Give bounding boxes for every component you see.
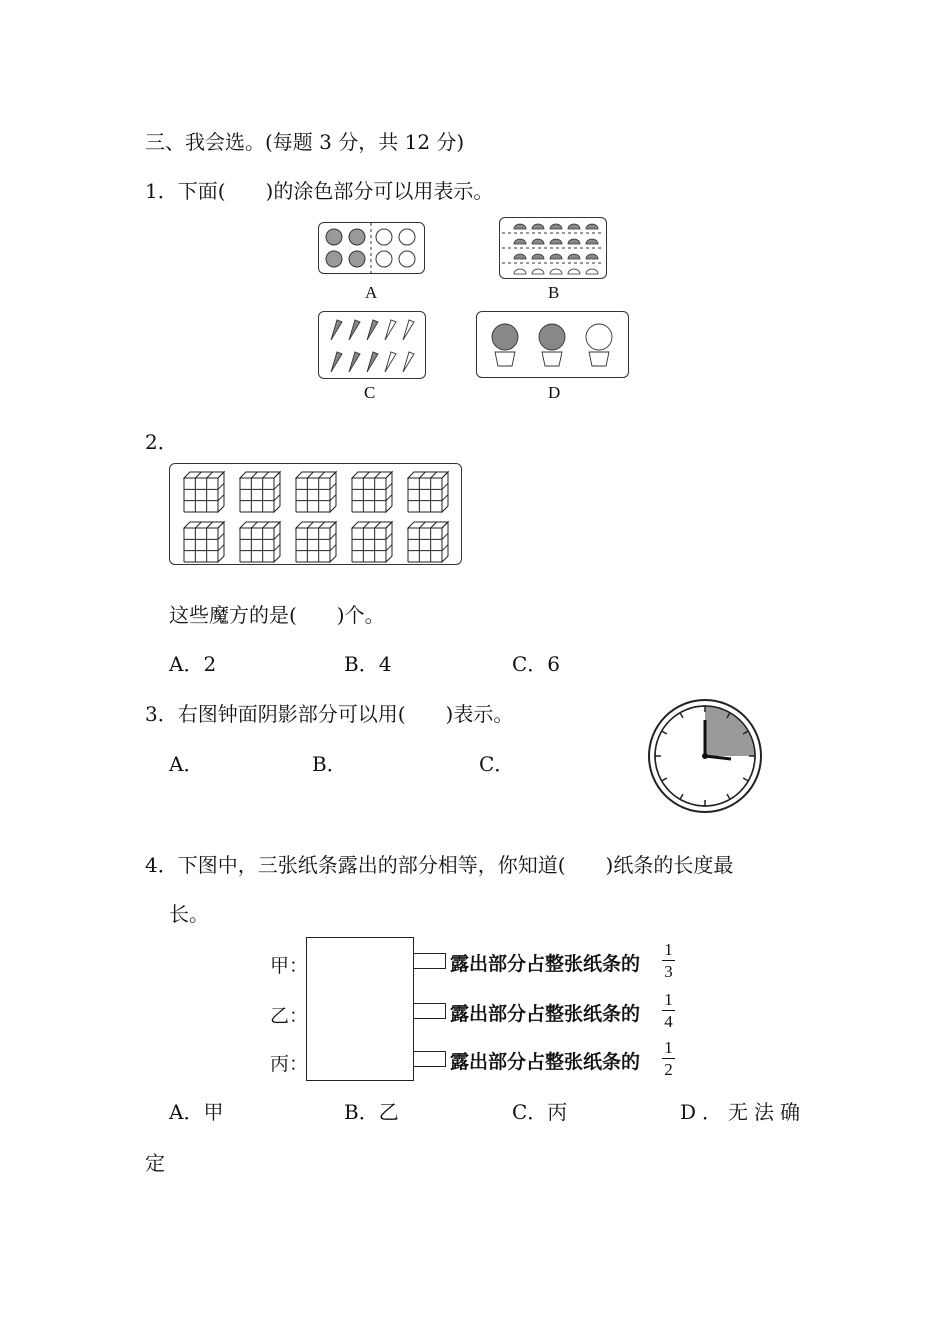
fraction-yi bbox=[662, 991, 675, 1030]
cube-stroke bbox=[352, 472, 392, 478]
q1-figure-c bbox=[318, 311, 426, 379]
fraction-bing bbox=[662, 1039, 675, 1078]
q1-label-b: B bbox=[548, 283, 560, 302]
cube-stroke bbox=[419, 472, 425, 478]
fraction-jia-den: 3 bbox=[664, 962, 673, 981]
cube-stroke bbox=[307, 522, 313, 528]
cube-stroke bbox=[207, 472, 213, 478]
row-yi-name: 乙： bbox=[270, 1005, 309, 1027]
q3-option-b: B． bbox=[312, 752, 347, 776]
cube-stroke bbox=[251, 472, 257, 478]
cube-stroke bbox=[375, 522, 381, 528]
q1-figure-a bbox=[318, 222, 425, 274]
fraction-bing-num: 1 bbox=[664, 1038, 673, 1057]
cube-stroke bbox=[274, 533, 280, 539]
cube-stroke bbox=[296, 472, 336, 478]
cube-stroke bbox=[330, 522, 336, 562]
cube-stroke bbox=[386, 522, 392, 562]
carrots-figure bbox=[319, 312, 425, 378]
q4-option-c: C．丙 bbox=[512, 1100, 568, 1124]
cube-stroke bbox=[274, 472, 280, 512]
q1-stem: 1．下面( )的涂色部分可以用表示。 bbox=[145, 179, 494, 203]
strip-bing bbox=[413, 1051, 446, 1067]
cube-stroke bbox=[442, 495, 448, 501]
row-yi-text: 露出部分占整张纸条的 bbox=[450, 1003, 641, 1025]
cube-stroke bbox=[330, 533, 336, 539]
cube-stroke bbox=[263, 472, 269, 478]
fraction-bing-den: 2 bbox=[664, 1060, 673, 1079]
row-bing-text: 露出部分占整张纸条的 bbox=[450, 1051, 641, 1073]
q1-label-d: D bbox=[548, 383, 561, 402]
cube-stroke bbox=[442, 483, 448, 489]
cube-stroke bbox=[218, 483, 224, 489]
q2-option-b: B．4 bbox=[344, 652, 392, 676]
cube-stroke bbox=[442, 472, 448, 512]
clock-figure bbox=[645, 698, 765, 818]
mushrooms-figure bbox=[500, 218, 606, 278]
cube-stroke bbox=[218, 533, 224, 539]
q4-option-a: A．甲 bbox=[169, 1100, 224, 1124]
fraction-yi-den: 4 bbox=[664, 1012, 673, 1031]
q3-stem: 3．右图钟面阴影部分可以用( )表示。 bbox=[145, 702, 514, 726]
strip-jia bbox=[413, 953, 446, 969]
row-jia-text: 露出部分占整张纸条的 bbox=[450, 953, 641, 975]
cube-stroke bbox=[207, 522, 213, 528]
strip-yi bbox=[413, 1003, 446, 1019]
cube-stroke bbox=[184, 522, 224, 528]
cube-stroke bbox=[363, 522, 369, 528]
q2-figure-cubes bbox=[169, 463, 462, 565]
q4-option-d-tail: 定 bbox=[145, 1151, 165, 1175]
circles-figure bbox=[319, 223, 424, 273]
q2-option-a: A．2 bbox=[169, 652, 217, 676]
flowers-figure bbox=[477, 312, 628, 377]
cube-stroke bbox=[442, 545, 448, 551]
cube-stroke bbox=[352, 522, 392, 528]
cube-stroke bbox=[218, 545, 224, 551]
cube-stroke bbox=[319, 522, 325, 528]
cube-stroke bbox=[442, 522, 448, 562]
cube-stroke bbox=[274, 545, 280, 551]
cube-stroke bbox=[375, 472, 381, 478]
row-bing-name: 丙： bbox=[270, 1053, 309, 1075]
cube-stroke bbox=[319, 472, 325, 478]
q2-question: 这些魔方的是( )个。 bbox=[169, 603, 385, 627]
cube-stroke bbox=[408, 472, 448, 478]
q4-stem-line1: 4．下图中，三张纸条露出的部分相等，你知道( )纸条的长度最 bbox=[145, 853, 734, 877]
q1-figure-b bbox=[499, 217, 607, 279]
cube-stroke bbox=[218, 472, 224, 512]
row-jia-name: 甲： bbox=[270, 955, 309, 977]
cube-stroke bbox=[419, 522, 425, 528]
cube-stroke bbox=[307, 472, 313, 478]
cube-stroke bbox=[330, 495, 336, 501]
cube-stroke bbox=[296, 522, 336, 528]
q3-option-c: C． bbox=[479, 752, 515, 776]
section-title: 三、我会选。(每题 3 分，共 12 分) bbox=[145, 130, 465, 154]
cube-stroke bbox=[442, 533, 448, 539]
cube-stroke bbox=[330, 545, 336, 551]
cube-stroke bbox=[431, 472, 437, 478]
q3-option-a: A． bbox=[169, 752, 204, 776]
cube-stroke bbox=[218, 522, 224, 562]
q4-figure bbox=[270, 935, 690, 1085]
cube-stroke bbox=[274, 483, 280, 489]
q4-option-d: D．无法确 bbox=[680, 1100, 807, 1124]
cube-stroke bbox=[386, 533, 392, 539]
fraction-jia bbox=[662, 941, 675, 980]
cube-stroke bbox=[195, 472, 201, 478]
cube-stroke bbox=[195, 522, 201, 528]
q2-option-c: C．6 bbox=[512, 652, 561, 676]
cubes-figure bbox=[170, 464, 461, 564]
cube-stroke bbox=[274, 495, 280, 501]
q4-stem-line2: 长。 bbox=[169, 902, 209, 926]
cube-stroke bbox=[408, 522, 448, 528]
fraction-yi-num: 1 bbox=[664, 990, 673, 1009]
q2-number: 2． bbox=[145, 430, 178, 454]
q1-label-c: C bbox=[364, 383, 376, 402]
cube-stroke bbox=[330, 483, 336, 489]
cube-stroke bbox=[274, 522, 280, 562]
cube-stroke bbox=[330, 472, 336, 512]
fraction-jia-num: 1 bbox=[664, 940, 673, 959]
cube-stroke bbox=[386, 472, 392, 512]
cube-stroke bbox=[386, 483, 392, 489]
cube-stroke bbox=[363, 472, 369, 478]
cube-stroke bbox=[386, 495, 392, 501]
cube-stroke bbox=[386, 545, 392, 551]
q1-figure-d bbox=[476, 311, 629, 378]
cube-stroke bbox=[184, 472, 224, 478]
cube-stroke bbox=[240, 472, 280, 478]
cube-stroke bbox=[251, 522, 257, 528]
paper-stack-box bbox=[306, 937, 414, 1081]
q1-label-a: A bbox=[365, 283, 378, 302]
cube-stroke bbox=[218, 495, 224, 501]
cube-stroke bbox=[431, 522, 437, 528]
cube-stroke bbox=[263, 522, 269, 528]
q4-option-b: B．乙 bbox=[344, 1100, 399, 1124]
cube-stroke bbox=[240, 522, 280, 528]
